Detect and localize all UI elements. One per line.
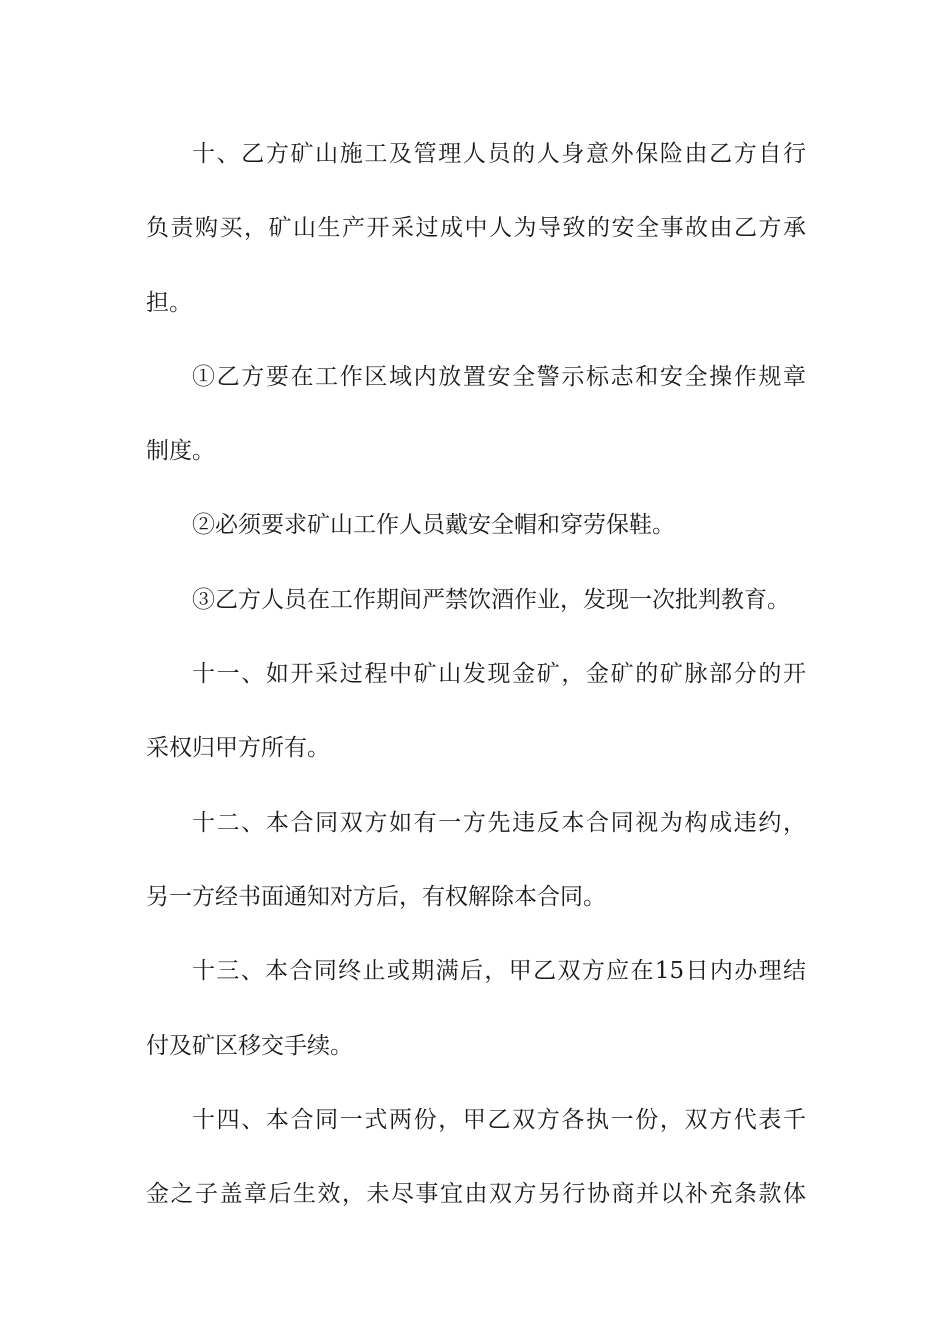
- paragraph-10-line-3: 担。: [146, 289, 192, 316]
- paragraph-12-line-1: 十二、本合同双方如有一方先违反本合同视为构成违约，: [192, 809, 806, 836]
- item-1-line-2: 制度。: [146, 438, 215, 465]
- item-3-line-1: ③乙方人员在工作期间严禁饮酒作业，发现一次批判教育。: [192, 586, 790, 613]
- paragraph-12-line-2: 另一方经书面通知对方后，有权解除本合同。: [146, 883, 606, 910]
- paragraph-14-line-2: 金之子盖章后生效，未尽事宜由双方另行协商并以补充条款体: [146, 1181, 806, 1208]
- paragraph-11-line-1: 十一、如开采过程中矿山发现金矿，金矿的矿脉部分的开: [192, 661, 806, 688]
- item-1-line-1: ①乙方要在工作区域内放置安全警示标志和安全操作规章: [192, 363, 806, 390]
- paragraph-14-line-1: 十四、本合同一式两份，甲乙双方各执一份，双方代表千: [192, 1106, 806, 1133]
- paragraph-13-line-1: 十三、本合同终止或期满后，甲乙双方应在15日内办理结: [192, 958, 806, 985]
- paragraph-11-line-2: 采权归甲方所有。: [146, 735, 330, 762]
- document-body: [146, 117, 806, 1231]
- paragraph-10-line-1: 十、乙方矿山施工及管理人员的人身意外保险由乙方自行: [192, 141, 806, 167]
- paragraph-13-line-2: 付及矿区移交手续。: [146, 1032, 353, 1059]
- paragraph-10-line-2: 负责购买，矿山生产开采过成中人为导致的安全事故由乙方承: [146, 215, 806, 242]
- item-2-line-1: ②必须要求矿山工作人员戴安全帽和穿劳保鞋。: [192, 512, 675, 539]
